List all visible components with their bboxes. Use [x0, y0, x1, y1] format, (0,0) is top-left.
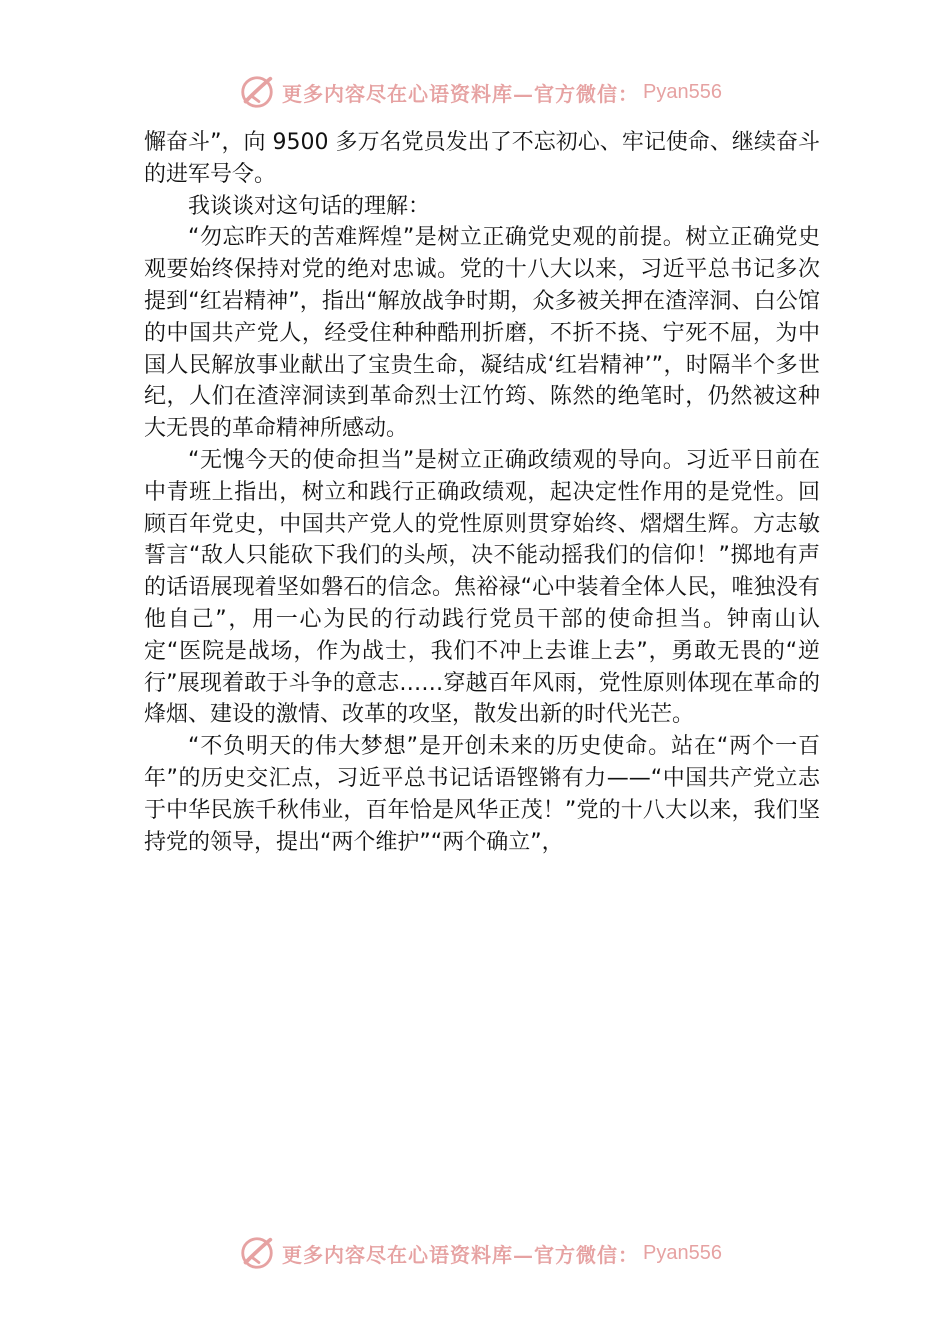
watermark-text: 更多内容尽在心语资料库—官方微信：: [282, 81, 639, 106]
document-body: [144, 127, 820, 858]
brush-circle-logo-icon: [238, 73, 276, 111]
paragraph: “无愧今天的使命担当”是树立正确政绩观的导向。习近平日前在中青班上指出，树立和践行正确政绩观，起决定性作用的是党性。回顾百年党史，中国共产党人的党性原则贯穿始终、熠熠生辉。方志敏誓言“敌人只能砍下我们的头颅，决不能动摇我们的信仰！”掷地有声的话语展现着坚如磐石的信念。焦裕禄“心中装着全体人民，唯独没有他自己”，用一心为民的行动践行党员干部的使命担当。钟南山认定“医院是战场，作为战士，我们不冲上去谁上去”，勇敢无畏的“逆行”展现着敢于斗争的意志……穿越百年风雨，党性原则体现在革命的烽烟、建设的激情、改革的攻坚，散发出新的时代光芒。: [144, 447, 820, 728]
footer-watermark: [238, 1233, 722, 1273]
paragraph: “不负明天的伟大梦想”是开创未来的历史使命。站在“两个一百年”的历史交汇点，习近平总书记话语铿锵有力——“中国共产党立志于中华民族千秋伟业，百年恰是风华正茂！”党的十八大以来，我们坚持党的领导，提出“两个维护”“两个确立”，: [144, 734, 820, 855]
watermark-text: 更多内容尽在心语资料库—官方微信：: [282, 1242, 639, 1267]
watermark-account: Pyan556: [643, 80, 722, 103]
header-watermark: [238, 72, 722, 112]
paragraph: 懈奋斗”，向 9500 多万名党员发出了不忘初心、牢记使命、继续奋斗的进军号令。: [144, 130, 820, 187]
paragraph: 我谈谈对这句话的理解：: [188, 193, 431, 219]
brush-circle-logo-icon: [238, 1234, 276, 1272]
watermark-account: Pyan556: [643, 1241, 722, 1264]
paragraph: “勿忘昨天的苦难辉煌”是树立正确党史观的前提。树立正确党史观要始终保持对党的绝对忠诚。党的十八大以来，习近平总书记多次提到“红岩精神”，指出“解放战争时期，众多被关押在渣滓洞、白公馆的中国共产党人，经受住种种酷刑折磨，不折不挠、宁死不屈，为中国人民解放事业献出了宝贵生命，凝结成‘红岩精神’”，时隔半个多世纪，人们在渣滓洞读到革命烈士江竹筠、陈然的绝笔时，仍然被这种大无畏的革命精神所感动。: [144, 225, 820, 442]
